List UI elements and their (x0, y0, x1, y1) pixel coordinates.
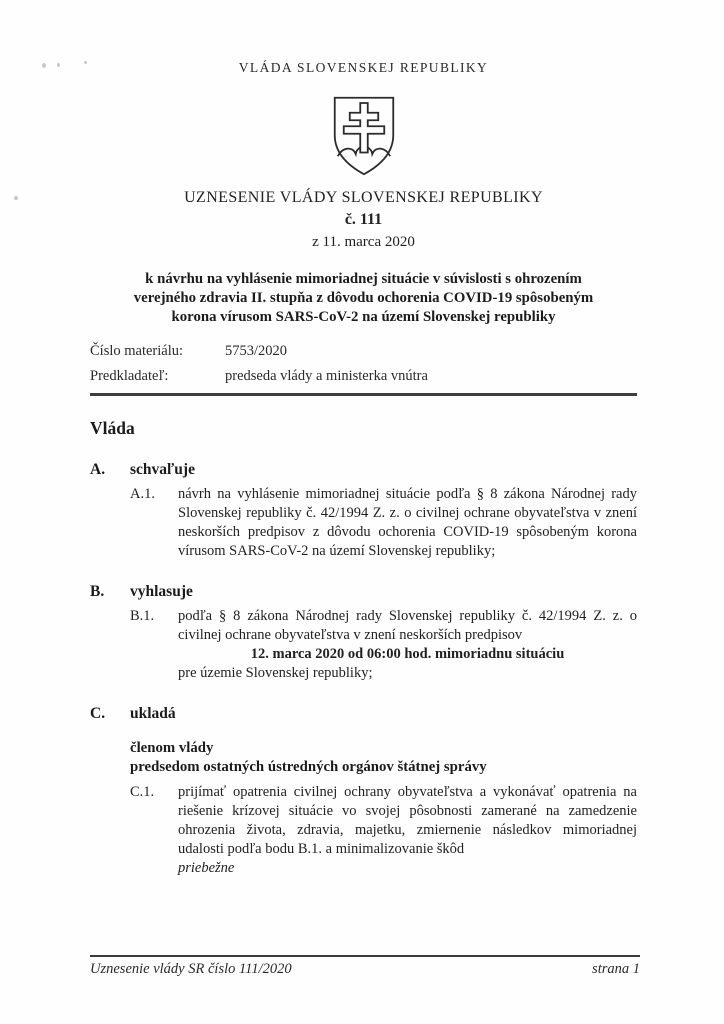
meta-label: Číslo materiálu: (90, 343, 184, 359)
meta-value: 5753/2020 (225, 343, 288, 359)
item-number: B.1. (130, 608, 155, 624)
item-text-after: pre územie Slovenskej republiky; (178, 665, 373, 681)
item-text: návrh na vyhlásenie mimoriadnej situácie podľa § 8 zákona Národnej rady Slovenskej republiky č. 42/1994 Z. z. o civilnej ochrane obyvateľstva v znení neskorších predpisov z dôvodu ochorenia COVID-19 spôsobeným korona vírusom SARS-CoV-2 na území Slovenskej republiky; (178, 486, 637, 559)
page-footer (90, 955, 640, 978)
body-heading: Vláda (90, 418, 135, 438)
meta-row-material-number (90, 339, 637, 364)
meta-table (90, 339, 637, 389)
resolution-subject (90, 270, 637, 327)
scan-artifact (14, 196, 18, 200)
section-divider (90, 393, 637, 396)
meta-value: predseda vlády a ministerka vnútra (225, 368, 428, 384)
section-c-addressees (130, 739, 637, 777)
item-number: A.1. (130, 486, 155, 502)
section-verb: vyhlasuje (130, 583, 193, 600)
item-c1 (90, 783, 637, 878)
section-verb: ukladá (130, 705, 176, 722)
footer-page-number: strana 1 (592, 961, 640, 977)
section-letter: B. (90, 583, 105, 600)
addressee-line: predsedom ostatných ústredných orgánov štátnej správy (130, 759, 487, 775)
item-text-intro: podľa § 8 zákona Národnej rady Slovenskej republiky č. 42/1994 Z. z. o civilnej ochrane obyvateľstva v znení neskorších predpisov (178, 608, 637, 643)
item-b1 (90, 607, 637, 683)
section-b-heading (90, 583, 637, 601)
resolution-date: z 11. marca 2020 (312, 234, 415, 250)
footer-document-reference: Uznesenie vlády SR číslo 111/2020 (90, 961, 292, 977)
item-text (178, 607, 637, 683)
resolution-number: č. 111 (344, 211, 383, 228)
deadline-note: priebežne (178, 860, 235, 876)
section-letter: A. (90, 461, 106, 478)
item-a1 (90, 485, 637, 561)
section-verb: schvaľuje (130, 461, 195, 478)
scan-artifact (84, 61, 87, 64)
item-number: C.1. (130, 784, 155, 800)
emergency-declaration-line: 12. marca 2020 od 06:00 hod. mimoriadnu situáciu (250, 646, 565, 662)
item-text-body: prijímať opatrenia civilnej ochrany obyvateľstva a vykonávať opatrenia na riešenie krízovej situácie vo svojej pôsobnosti zamerané na zamedzenie ohrozenia života, zdravia, majetku, zmiernenie následkov mimoriadnej udalosti podľa bodu B.1. a minimalizovanie škôd (178, 784, 637, 857)
subject-line: korona vírusom SARS-CoV-2 na území Slovenskej republiky (171, 309, 556, 325)
subject-line: k návrhu na vyhlásenie mimoriadnej situácie v súvislosti s ohrozením (145, 271, 582, 287)
section-a-heading (90, 461, 637, 479)
section-letter: C. (90, 705, 106, 722)
header-organization: VLÁDA SLOVENSKEJ REPUBLIKY (238, 60, 489, 75)
scan-artifact (57, 63, 60, 67)
section-c-heading (90, 705, 637, 723)
slovak-coat-of-arms-icon (326, 94, 402, 178)
subject-line: verejného zdravia II. stupňa z dôvodu ochorenia COVID-19 spôsobeným (133, 290, 594, 306)
item-text (178, 783, 637, 878)
meta-label: Predkladateľ: (90, 368, 169, 384)
scan-artifact (42, 63, 46, 68)
addressee-line: členom vlády (130, 740, 214, 756)
resolution-title: UZNESENIE VLÁDY SLOVENSKEJ REPUBLIKY (184, 189, 543, 206)
meta-row-submitter (90, 364, 637, 389)
